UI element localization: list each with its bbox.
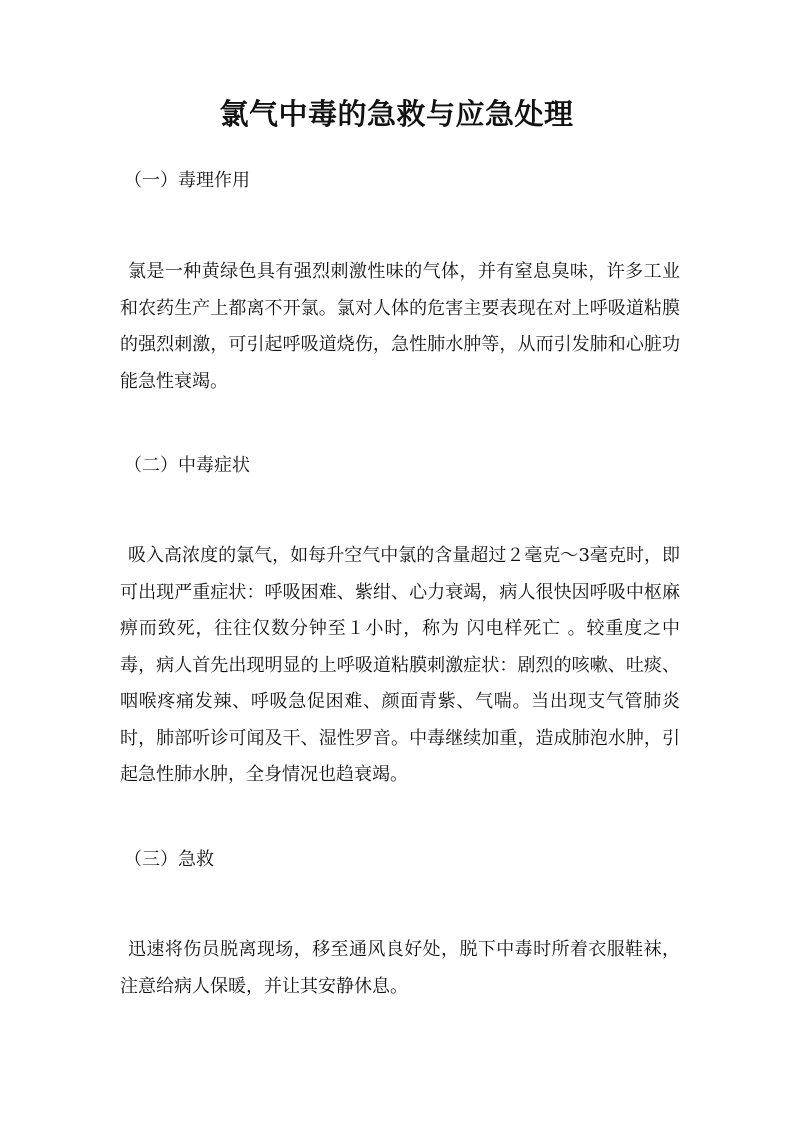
document-title: 氯气中毒的急救与应急处理 xyxy=(219,97,574,131)
section-body-symptoms: 吸入高浓度的氯气，如每升空气中氯的含量超过２毫克～3毫克时，即可出现严重症状：呼吸困难、紫绀、心力衰竭，病人很快因呼吸中枢麻痹而致死，往往仅数分钟至１小时，称为 闪电样死亡 。较重度之中毒，病人首先出现明显的上呼吸道粘膜刺激症状：剧烈的咳嗽、吐痰、咽喉疼痛发辣、呼吸急促困难、颜面青紫、气喘。当出现支气管肺炎时，肺部听诊可闻及干、湿性罗音。中毒继续加重，造成肺泡水肿，引起急性肺水肿，全身情况也趋衰竭。 xyxy=(120,545,680,785)
section-body-first-aid: 迅速将伤员脱离现场，移至通风良好处，脱下中毒时所着衣服鞋袜，注意给病人保暖，并让其安静休息。 xyxy=(120,939,680,997)
section-heading-symptoms: （二）中毒症状 xyxy=(124,455,250,476)
section-heading-first-aid: （三）急救 xyxy=(124,849,214,870)
section-heading-toxicology: （一）毒理作用 xyxy=(124,170,250,191)
section-body-toxicology: 氯是一种黄绿色具有强烈刺激性味的气体，并有窒息臭味，许多工业和农药生产上都离不开氯。氯对人体的危害主要表现在对上呼吸道粘膜的强烈刺激，可引起呼吸道烧伤，急性肺水肿等，从而引发肺和心脏功能急性衰竭。 xyxy=(120,261,680,392)
